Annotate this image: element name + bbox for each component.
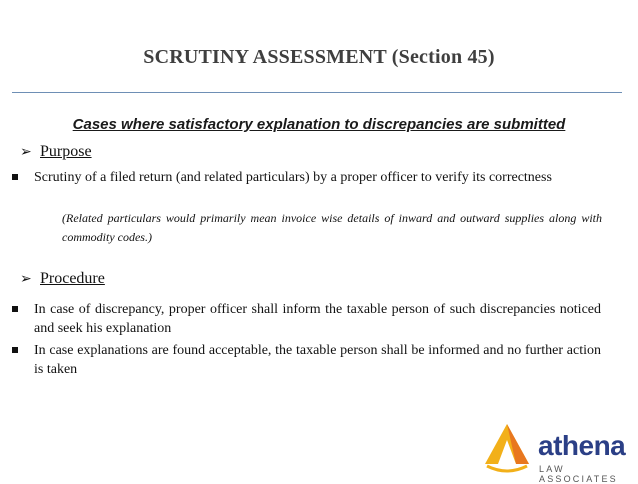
slide-title: SCRUTINY ASSESSMENT (Section 45) xyxy=(143,46,495,68)
bullet-item xyxy=(34,300,601,338)
heading-label: Procedure xyxy=(40,270,105,287)
bullet-item xyxy=(34,168,601,187)
title-divider xyxy=(12,92,622,93)
athena-logo xyxy=(482,420,638,484)
bullet-item xyxy=(34,341,601,379)
bullet-text: In case explanations are found acceptable, the taxable person shall be informed and no further action is taken xyxy=(34,343,601,377)
square-bullet-icon xyxy=(12,306,18,312)
athena-triangle-icon xyxy=(482,420,540,479)
section-heading-procedure xyxy=(20,270,105,288)
arrow-bullet-icon: ➢ xyxy=(20,272,32,287)
related-particulars-note: (Related particulars would primarily mean invoice wise details of inward and outward supplies along with commodity codes.) xyxy=(62,211,602,244)
section-heading-purpose xyxy=(20,143,92,161)
heading-label: Purpose xyxy=(40,143,92,160)
square-bullet-icon xyxy=(12,174,18,180)
arrow-bullet-icon: ➢ xyxy=(20,145,32,160)
logo-tagline: LAW ASSOCIATES xyxy=(539,464,618,484)
slide-subtitle: Cases where satisfactory explanation to discrepancies are submitted xyxy=(72,116,566,133)
bullet-text: In case of discrepancy, proper officer shall inform the taxable person of such discrepancies noticed and seek his explanation xyxy=(34,302,601,336)
bullet-text: Scrutiny of a filed return (and related particulars) by a proper officer to verify its correctness xyxy=(34,170,552,185)
square-bullet-icon xyxy=(12,347,18,353)
logo-name: athena xyxy=(538,430,626,461)
